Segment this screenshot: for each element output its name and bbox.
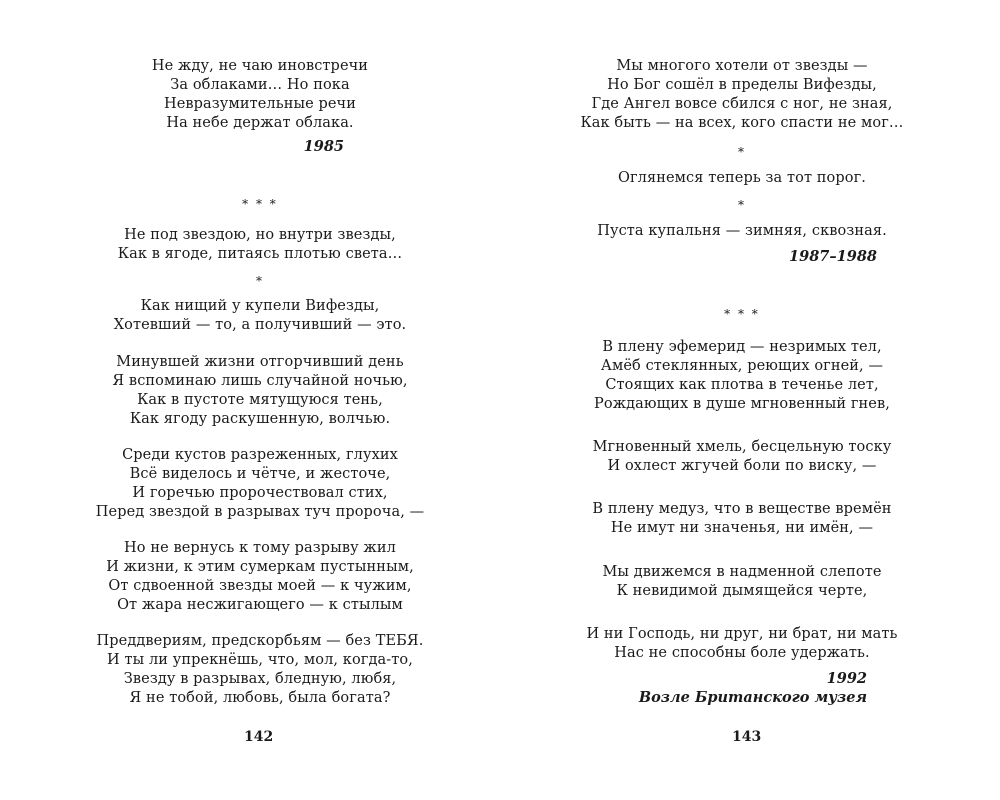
verse-line: Рождающих в душе мгновенный гнев, — [594, 396, 890, 412]
verse-line: От сдвоенной звезды моей — к чужим, — [108, 578, 412, 594]
poem-stanza — [0, 297, 520, 335]
verse-line: Стоящих как плотва в теченье лет, — [605, 377, 879, 393]
verse-line: Как в ягоде, питаясь плотью света… — [117, 246, 403, 262]
verse-line: И охлест жгучей боли по виску, — — [607, 458, 877, 474]
verse-line: Оглянемся теперь за тот порог. — [617, 170, 867, 186]
poem-stanza — [492, 625, 992, 663]
verse-line: От жара несжигающего — к стылым — [117, 597, 403, 613]
verse-line: И жизни, к этим сумеркам пустынным, — [106, 559, 414, 575]
verse-line: Мы движемся в надменной слепоте — [602, 564, 882, 580]
verse-line: Преддвериям, предскорбьям — без ТЕБЯ. — [96, 633, 424, 649]
poem-stanza — [492, 338, 992, 414]
section-divider-star: * — [738, 145, 746, 159]
verse-line: Звезду в разрывах, бледную, любя, — [123, 671, 397, 687]
section-divider-star: * — [256, 274, 264, 288]
verse-line: Среди кустов разреженных, глухих — [122, 447, 398, 463]
section-divider-star: * — [738, 198, 746, 212]
verse-line: За облаками… Но пока — [170, 77, 350, 93]
section-divider-stars: * * * — [724, 307, 760, 321]
verse-line: Не жду, не чаю иновстречи — [151, 58, 369, 74]
verse-line: На небе держат облака. — [166, 115, 354, 131]
poem-stanza — [0, 446, 520, 522]
poem-stanza — [492, 563, 992, 601]
verse-line: Как быть — на всех, кого спасти не мог… — [580, 115, 904, 131]
right-page — [500, 0, 1000, 800]
verse-line: Амёб стеклянных, реющих огней, — — [600, 358, 884, 374]
poem-stanza — [492, 438, 992, 476]
poem-date: 1985 — [303, 138, 344, 155]
poem-stanza — [492, 500, 992, 538]
verse-line: Не под звездою, но внутри звезды, — [124, 227, 396, 243]
verse-line: Минувшей жизни отгорчивший день — [116, 354, 404, 370]
page-number: 143 — [732, 729, 762, 745]
verse-line: Не имут ни значенья, ни имён, — — [610, 520, 874, 536]
verse-line: Но не вернусь к тому разрыву жил — [124, 540, 396, 556]
verse-line: Где Ангел вовсе сбился с ног, не зная, — [591, 96, 893, 112]
poem-stanza — [0, 57, 520, 133]
verse-line: В плену медуз, что в веществе времён — [592, 501, 892, 517]
verse-line: Я не тобой, любовь, была богата? — [129, 690, 391, 706]
verse-line: Мгновенный хмель, бесцельную тоску — [592, 439, 892, 455]
verse-line: Как в пустоте мятущуюся тень, — [137, 392, 383, 408]
poem-stanza — [0, 226, 520, 264]
verse-line: Перед звездой в разрывах туч пророча, — — [95, 504, 425, 520]
poem-date: 1992 — [826, 670, 867, 687]
verse-line: Я вспоминаю лишь случайной ночью, — [112, 373, 408, 389]
verse-line: И ни Господь, ни друг, ни брат, ни мать — [586, 626, 898, 642]
section-divider-stars: * * * — [242, 197, 278, 211]
verse-line: Хотевший — то, а получивший — это. — [113, 317, 407, 333]
verse-line: В плену эфемерид — незримых тел, — [602, 339, 882, 355]
verse-line: Всё виделось и чётче, и жесточе, — [129, 466, 391, 482]
page-number: 142 — [244, 729, 274, 745]
verse-line: И ты ли упрекнёшь, что, мол, когда-то, — [107, 652, 413, 668]
verse-line: Невразумительные речи — [163, 96, 357, 112]
verse-line: К невидимой дымящейся черте, — [616, 583, 868, 599]
verse-line: Нас не способны боле удержать. — [614, 645, 870, 661]
poem-stanza — [0, 539, 520, 615]
poem-stanza — [0, 632, 520, 708]
poem-stanza — [492, 57, 992, 133]
verse-line: Как нищий у купели Вифезды, — [140, 298, 380, 314]
poem-place: Возле Британского музея — [638, 689, 867, 706]
verse-line: И горечью пророчествовал стих, — [132, 485, 388, 501]
verse-line: Мы многого хотели от звезды — — [616, 58, 868, 74]
verse-line: Но Бог сошёл в пределы Вифезды, — [607, 77, 877, 93]
poem-stanza — [0, 353, 520, 429]
verse-line: Как ягоду раскушенную, волчью. — [129, 411, 391, 427]
poem-date: 1987–1988 — [789, 248, 877, 265]
verse-line: Пуста купальня — зимняя, сквозная. — [597, 223, 887, 239]
